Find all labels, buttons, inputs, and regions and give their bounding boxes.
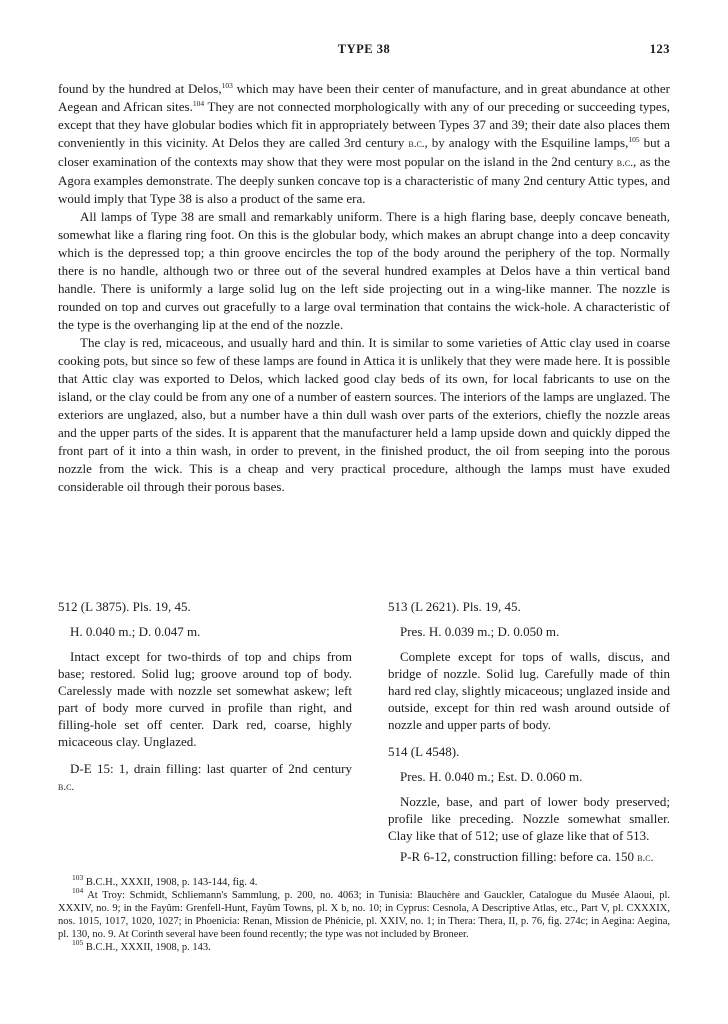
footnote-text: B.C.H., XXXII, 1908, p. 143. xyxy=(83,942,211,953)
entry-512-description: Intact except for two-thirds of top and chips from base; restored. Solid lug; groove around top of body. Carelessly made with nozzle set somewhat askew; left part of body more curved in profile than right, and filling-hole set off center. Dark red, coarse, highly micaceous clay. Unglazed. xyxy=(58,649,352,749)
footnote-number: 104 xyxy=(72,886,84,895)
footnote-103 xyxy=(58,873,670,889)
page-number: 123 xyxy=(649,42,670,56)
entry-512-measure: H. 0.040 m.; D. 0.047 m. xyxy=(70,624,201,639)
context-text: D-E 15: 1, drain filling: last quarter of 2nd century xyxy=(70,761,352,776)
text-run: , as the Agora examples demonstrate. The deeply sunken concave top is a characteristic of many 2nd century Attic types, and would imply that Type 38 is also a product of the same era. xyxy=(58,154,670,206)
footnote-text: At Troy: Schmidt, Schliemann's Sammlung, p. 200, no. 4063; in Tunisia: Blauchère and Gauckler, Catalogue du Musée Alaoui, pl. XXXIV, no. 9; in the Fayûm: Grenfell-Hunt, Fayûm Towns, pl. X b, no. 10; in Cyprus: Cesnola, A Descriptive Atlas, etc., Part V, pl. CXXXIX, nos. 1015, 1017, 1020, 1027; in Phoenicia: Renan, Mission de Phénicie, pl. XXIV, no. 1; in Thera: Thera, II, p. 76, fig. 274c; in Aegina: Aegina, pl. 130, no. 9. At Corinth several have been found recently; the type was not included by Broneer. xyxy=(58,890,670,940)
era-abbrev: b.c. xyxy=(58,781,75,793)
context-text: P-R 6-12, construction filling: before ca. 150 xyxy=(400,849,638,864)
catalogue-column-right xyxy=(388,598,670,873)
entry-513-measure: Pres. H. 0.039 m.; D. 0.050 m. xyxy=(400,624,560,639)
footnotes xyxy=(58,873,670,954)
entry-513-heading: 513 (L 2621). Pls. 19, 45. xyxy=(388,599,521,614)
entry-514-context xyxy=(388,848,670,867)
text-run: which may have been their center of manufacture, and in great abundance at other Aegean and African sites. xyxy=(58,81,670,114)
running-title: TYPE 38 xyxy=(337,42,391,56)
catalogue-column-left xyxy=(58,598,352,802)
entry-514-measure: Pres. H. 0.040 m.; Est. D. 0.060 m. xyxy=(400,769,583,784)
footnote-ref: 105 xyxy=(628,135,640,144)
footnote-ref: 103 xyxy=(221,81,233,90)
era-abbrev: b.c. xyxy=(637,852,654,864)
paragraph-1 xyxy=(58,80,670,208)
footnote-105 xyxy=(58,938,670,954)
footnote-number: 103 xyxy=(72,873,84,882)
main-text xyxy=(58,80,670,496)
entry-512-context xyxy=(58,760,352,796)
paragraph-2: All lamps of Type 38 are small and remarkably uniform. There is a high flaring base, deeply concave beneath, somewhat like a flaring ring foot. On this is the globular body, which makes an abrupt change into a deep concavity which is the depressed top; a thin groove encircles the top of the body around the periphery of the top. Normally there is no handle, although two or three out of the several hundred examples at Delos have a thin vertical band handle. There is uniformly a large solid lug on the left side projecting out in a wing-like manner. The nozzle is rounded on top and curves out gracefully to a large oval termination that contains the wick-hole. A characteristic of the type is the overhanging lip at the end of the nozzle. xyxy=(58,209,670,332)
footnote-text: B.C.H., XXXII, 1908, p. 143-144, fig. 4. xyxy=(83,877,258,888)
paragraph-3: The clay is red, micaceous, and usually hard and thin. It is similar to some varieties of Attic clay used in coarse cooking pots, but since so few of these lamps are found in Attica it is unlikely that they were made here. It is possible that Attic clay was exported to Delos, which lacked good clay beds of its own, for local fabricants to use on the island, or the clay could be from any one of a number of eastern sources. The interiors of the lamps are unglazed. The exteriors are unglazed, also, but a number have a thin dull wash over parts of the exteriors, chiefly the nozzle areas and the upper parts of the sides. It is apparent that the manufacturer held a lamp upside down and quickly dipped the front part of it into a thin wash, in order to prevent, in the finished product, the oil from seeping into the porous nozzle from the wick. This is a cheap and very practical procedure, although the lamps must have exuded considerable oil through their porous bases. xyxy=(58,335,670,494)
era-abbrev: b.c. xyxy=(408,138,425,150)
entry-514-description: Nozzle, base, and part of lower body preserved; profile like preceding. Nozzle somewhat smaller. Clay like that of 512; use of glaze like that of 513. xyxy=(388,794,670,843)
text-run: , by analogy with the Esquiline lamps, xyxy=(424,135,629,150)
footnote-number: 105 xyxy=(72,938,84,947)
entry-514-heading: 514 (L 4548). xyxy=(388,744,460,759)
text-run: but a closer examination of the contexts may show that they were most popular on the island in the 2nd century xyxy=(58,135,670,169)
text-run: They are not connected morphologically with any of our preceding or succeeding types, except that they have globular bodies which fit in appropriately between Types 37 and 39; their date also places them conveniently in this vicinity. At Delos they are called 3rd century xyxy=(58,99,671,150)
footnote-104 xyxy=(58,886,670,941)
text-run: found by the hundred at Delos, xyxy=(58,81,222,96)
entry-513-description: Complete except for tops of walls, discus, and bridge of nozzle. Solid lug. Carefully made of thin hard red clay, slightly micaceous; unglazed inside and outside, except for thin red wash around outside of nozzle and upper parts of body. xyxy=(388,649,670,732)
era-abbrev: b.c. xyxy=(616,157,633,169)
footnote-ref: 104 xyxy=(192,99,205,108)
entry-512-heading: 512 (L 3875). Pls. 19, 45. xyxy=(58,599,191,614)
